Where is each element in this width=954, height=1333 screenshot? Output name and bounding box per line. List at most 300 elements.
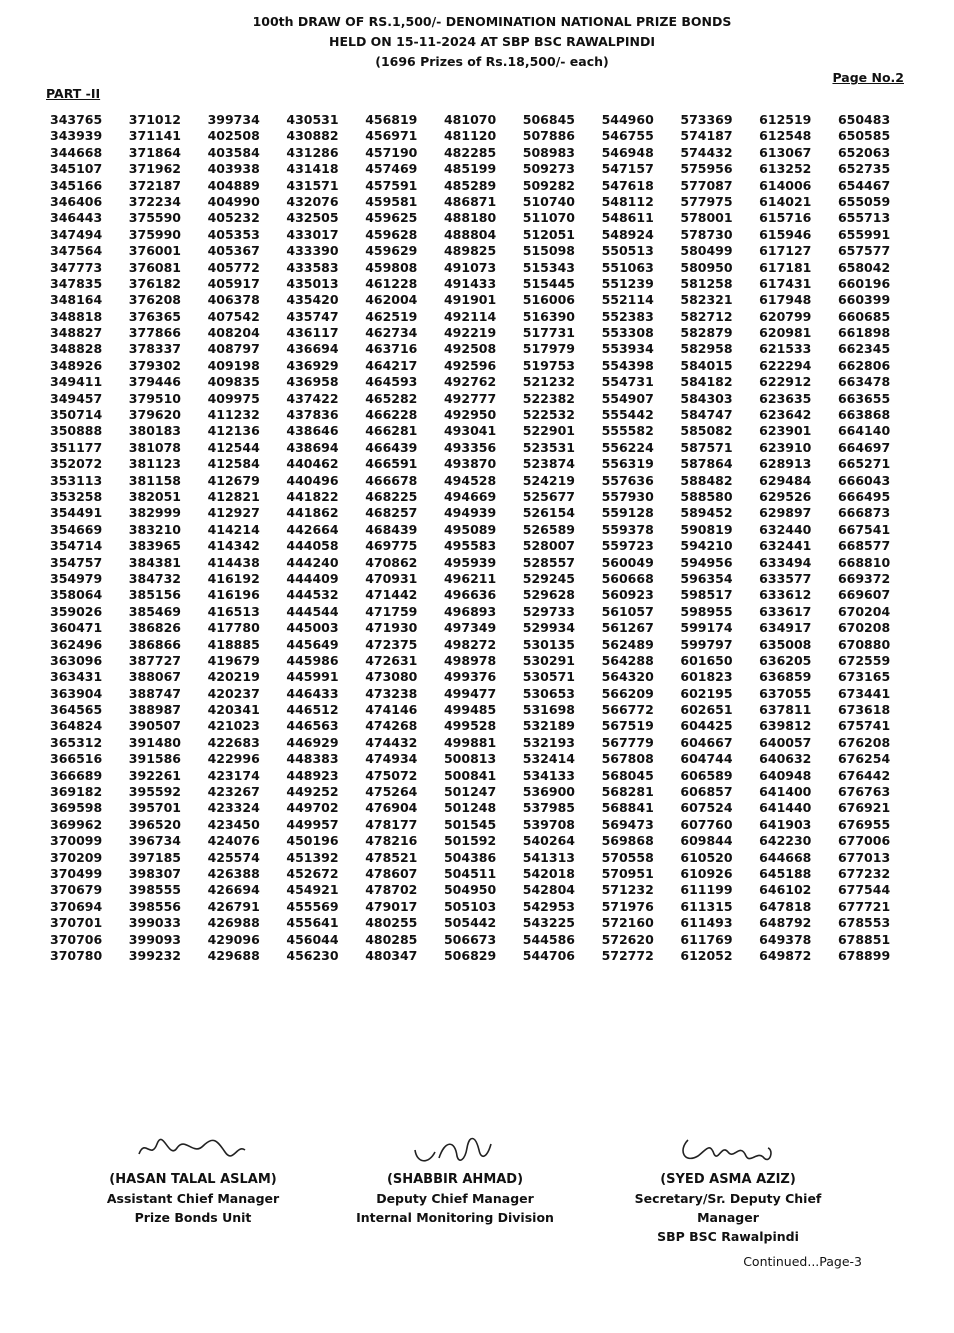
prize-number: 419679 [207,652,260,668]
prize-number: 598517 [680,587,733,603]
prize-number: 408797 [207,341,260,357]
prize-number: 492950 [443,407,497,423]
prize-number: 452672 [286,865,339,881]
prize-number: 501545 [443,816,497,832]
prize-number: 486871 [443,193,497,209]
prize-number: 649872 [759,947,812,963]
prize-number: 594210 [680,538,733,554]
prize-number: 409198 [207,357,260,373]
prize-number: 381078 [128,439,181,455]
prize-number: 498978 [443,652,497,668]
prize-number: 644668 [759,849,812,865]
prize-number: 406378 [207,292,260,308]
prize-number: 425574 [207,849,260,865]
prize-number: 404990 [207,193,260,209]
number-column [680,112,759,964]
prize-number: 472631 [365,652,418,668]
prize-number: 465282 [365,390,418,406]
prize-number: 544586 [522,931,575,947]
prize-number: 529733 [522,603,575,619]
prize-number: 553308 [601,325,654,341]
prize-number: 414214 [207,521,260,537]
prize-number: 515445 [522,275,575,291]
prize-number: 383965 [128,538,181,554]
prize-number: 562489 [601,636,654,652]
prize-number: 375590 [128,210,181,226]
prize-number: 584747 [680,407,733,423]
prize-number: 369962 [50,816,103,832]
prize-number: 676921 [837,800,891,816]
prize-number: 676442 [837,767,891,783]
prize-number: 664697 [837,439,891,455]
prize-number: 542018 [522,865,575,881]
prize-number: 554398 [601,357,654,373]
prize-number: 430882 [286,128,339,144]
prize-number: 474432 [365,734,418,750]
prize-number: 412821 [207,488,260,504]
prize-number: 517979 [522,341,575,357]
prize-number: 370209 [50,849,103,865]
prize-number: 372187 [128,177,181,193]
prize-number: 446563 [286,718,339,734]
prize-number: 421023 [207,718,260,734]
prize-number: 493356 [443,439,497,455]
prize-number: 436958 [286,374,339,390]
prize-number: 345107 [50,161,103,177]
prize-number: 404889 [207,177,260,193]
prize-number: 569868 [601,833,654,849]
prize-number: 445649 [286,636,339,652]
prize-number: 499881 [443,734,497,750]
prize-number: 469775 [365,538,418,554]
prize-number: 369598 [50,800,103,816]
signatory-dept: SBP BSC Rawalpindi [657,1229,799,1244]
prize-number: 663478 [837,374,891,390]
prize-number: 610520 [680,849,733,865]
prize-number: 444409 [286,570,339,586]
prize-number: 604744 [680,751,733,767]
prize-number: 633617 [759,603,812,619]
prize-number: 466228 [365,407,418,423]
prize-number: 515343 [522,259,575,275]
prize-number: 493870 [443,456,497,472]
prize-number: 598955 [680,603,733,619]
prize-number: 492596 [443,357,497,373]
prize-number: 546948 [601,144,654,160]
prize-number: 492762 [443,374,497,390]
prize-number: 383210 [128,521,181,537]
prize-number: 354757 [50,554,103,570]
prize-number: 485289 [443,177,497,193]
prize-number: 523874 [522,456,575,472]
prize-number: 388747 [128,685,181,701]
prize-number: 353113 [50,472,103,488]
prize-number: 568045 [601,767,654,783]
prize-number: 378337 [128,341,181,357]
prize-number: 664140 [837,423,891,439]
prize-number: 588580 [680,488,733,504]
prize-number: 584015 [680,357,733,373]
prize-number: 641440 [759,800,812,816]
prize-number: 529934 [522,620,575,636]
prize-number: 540264 [522,833,575,849]
prize-number: 488180 [443,210,497,226]
prize-number: 395592 [128,784,181,800]
prize-number: 370780 [50,947,103,963]
prize-number: 412584 [207,456,260,472]
prize-number: 476904 [365,800,418,816]
prize-number: 478702 [365,882,418,898]
prize-number: 655991 [837,226,891,242]
prize-number: 665271 [837,456,891,472]
signature-scribble-3 [658,1130,798,1166]
prize-number: 459628 [365,226,418,242]
prize-number: 411232 [207,407,260,423]
prize-number: 633612 [759,587,812,603]
prize-number: 423267 [207,784,260,800]
prize-number: 409835 [207,374,260,390]
prize-number: 632440 [759,521,812,537]
prize-number: 481070 [443,112,497,127]
prize-number: 673618 [837,702,891,718]
prize-number: 431418 [286,161,339,177]
prize-number: 628913 [759,456,812,472]
prize-number: 601650 [680,652,733,668]
prize-number: 594956 [680,554,733,570]
prize-number: 516390 [522,308,575,324]
prize-number: 516006 [522,292,575,308]
prize-number: 347773 [50,259,103,275]
prize-number: 441862 [286,505,339,521]
prize-number: 673441 [837,685,891,701]
prize-number: 547157 [601,161,654,177]
prize-number: 569473 [601,816,654,832]
prize-number: 601823 [680,669,733,685]
prize-number: 523531 [522,439,575,455]
signature-block-3 [608,1130,848,1246]
prize-number: 612052 [680,947,733,963]
prize-number: 634917 [759,620,812,636]
prize-number: 420237 [207,685,260,701]
prize-number: 416513 [207,603,260,619]
prize-number: 495583 [443,538,497,554]
number-column [208,112,287,964]
prize-number: 584303 [680,390,733,406]
prize-number: 522382 [522,390,575,406]
prize-number: 528557 [522,554,575,570]
prize-number: 587571 [680,439,733,455]
prize-number: 492508 [443,341,497,357]
prize-number: 623642 [759,407,812,423]
prize-number: 468225 [365,488,418,504]
prize-number: 388987 [128,702,181,718]
prize-number: 508983 [522,144,575,160]
prize-number: 560049 [601,554,654,570]
prize-number: 678553 [837,915,891,931]
prize-number: 352072 [50,456,103,472]
prize-number: 670204 [837,603,891,619]
prize-number: 446433 [286,685,339,701]
prize-number: 612519 [759,112,812,127]
prize-number: 475264 [365,784,418,800]
prize-number: 609844 [680,833,733,849]
prize-number: 423450 [207,816,260,832]
prize-number: 673165 [837,669,891,685]
prize-number: 662806 [837,357,891,373]
prize-number: 468257 [365,505,418,521]
prize-number: 444532 [286,587,339,603]
prize-number: 507886 [522,128,575,144]
prize-number: 517731 [522,325,575,341]
prize-number: 564320 [601,669,654,685]
prize-number: 509273 [522,161,575,177]
prize-number: 578001 [680,210,733,226]
prize-number: 637811 [759,702,812,718]
prize-number: 491433 [443,275,497,291]
prize-number: 670208 [837,620,891,636]
prize-number: 496211 [443,570,497,586]
prize-number: 391586 [128,751,181,767]
prize-number: 568841 [601,800,654,816]
prize-number: 436117 [286,325,339,341]
prize-number: 392261 [128,767,181,783]
prize-number: 504950 [443,882,497,898]
prize-number: 358064 [50,587,103,603]
prize-number: 560668 [601,570,654,586]
prize-number: 436929 [286,357,339,373]
prize-number: 471930 [365,620,418,636]
prize-number: 474268 [365,718,418,734]
prize-number: 602195 [680,685,733,701]
prize-number: 412544 [207,439,260,455]
prize-number: 350714 [50,407,103,423]
prize-number: 532189 [522,718,575,734]
prize-number: 347835 [50,275,103,291]
draw-title: 100th DRAW OF RS.1,500/- DENOMINATION NATIONAL PRIZE BONDS [252,14,732,29]
prize-number: 589452 [680,505,733,521]
prize-number: 555442 [601,407,654,423]
prize-number: 429688 [207,947,260,963]
prize-number: 396520 [128,816,181,832]
prize-number: 426988 [207,915,260,931]
prize-number: 596354 [680,570,733,586]
prize-number: 473080 [365,669,418,685]
number-column [365,112,444,964]
prize-number: 584182 [680,374,733,390]
signatory-dept: Internal Monitoring Division [356,1210,554,1225]
prize-number: 471759 [365,603,418,619]
prize-number: 617948 [759,292,812,308]
prize-number: 372234 [128,193,181,209]
prize-number: 416196 [207,587,260,603]
prize-number: 661898 [837,325,891,341]
prize-number: 379510 [128,390,181,406]
prize-number: 376001 [128,243,181,259]
prize-number: 571232 [601,882,654,898]
prize-number: 348827 [50,325,103,341]
prize-number: 648792 [759,915,812,931]
prize-number: 385469 [128,603,181,619]
prize-number: 381158 [128,472,181,488]
prize-number: 522532 [522,407,575,423]
prize-number: 567808 [601,751,654,767]
prize-number: 574187 [680,128,733,144]
prize-number: 363904 [50,685,103,701]
prize-number: 412679 [207,472,260,488]
signatory-title: Assistant Chief Manager [106,1191,280,1206]
prize-number: 505103 [443,898,497,914]
prize-number: 654467 [837,177,891,193]
prize-number: 449957 [286,816,339,832]
prize-number: 390507 [128,718,181,734]
prize-number: 567519 [601,718,654,734]
prize-number: 504511 [443,865,497,881]
prize-number: 544960 [601,112,654,127]
prize-number: 387727 [128,652,181,668]
prize-number: 640057 [759,734,812,750]
prize-number: 622912 [759,374,812,390]
prize-number: 437422 [286,390,339,406]
number-column [444,112,523,964]
prize-number: 629897 [759,505,812,521]
prize-number: 371141 [128,128,181,144]
prize-number: 402508 [207,128,260,144]
prize-number: 437836 [286,407,339,423]
prize-number: 560923 [601,587,654,603]
prize-number: 554907 [601,390,654,406]
prize-number: 580499 [680,243,733,259]
prize-number: 585082 [680,423,733,439]
prize-number: 668810 [837,554,891,570]
prize-number: 371012 [128,112,181,127]
prize-number: 564288 [601,652,654,668]
prize-number: 556224 [601,439,654,455]
prize-number: 457469 [365,161,418,177]
prize-number: 667541 [837,521,891,537]
prize-number: 420219 [207,669,260,685]
signatory-title: Deputy Chief Manager [376,1191,534,1206]
number-column [129,112,208,964]
signatory-name: (HASAN TALAL ASLAM) [109,1172,277,1187]
prize-number: 399093 [128,931,181,947]
prize-number: 482285 [443,144,497,160]
prize-number: 572772 [601,947,654,963]
prize-number: 657577 [837,243,891,259]
prize-number: 553934 [601,341,654,357]
signature-block-1 [88,1130,298,1227]
prize-number: 417780 [207,620,260,636]
prize-number: 578730 [680,226,733,242]
prize-number: 509282 [522,177,575,193]
prize-number: 430531 [286,112,339,127]
prize-number: 354979 [50,570,103,586]
number-column [602,112,681,964]
prize-number: 611199 [680,882,733,898]
prize-number: 432076 [286,193,339,209]
prize-number: 450196 [286,833,339,849]
prize-number: 577087 [680,177,733,193]
prize-number: 349457 [50,390,103,406]
prize-number: 366689 [50,767,103,783]
prize-number: 555582 [601,423,654,439]
prize-number: 650483 [837,112,891,127]
prize-number: 532193 [522,734,575,750]
prize-number: 426791 [207,898,260,914]
prize-number: 459625 [365,210,418,226]
prize-number: 647818 [759,898,812,914]
prize-number: 449252 [286,784,339,800]
prize-number: 623901 [759,423,812,439]
prize-number: 548924 [601,226,654,242]
prize-number: 641400 [759,784,812,800]
prize-number: 522901 [522,423,575,439]
prize-number: 541313 [522,849,575,865]
prize-number: 561057 [601,603,654,619]
prize-number: 570951 [601,865,654,881]
prize-number: 582879 [680,325,733,341]
prize-number: 455641 [286,915,339,931]
prize-number: 510740 [522,193,575,209]
prize-number: 438646 [286,423,339,439]
prize-number: 444240 [286,554,339,570]
prize-number: 433583 [286,259,339,275]
prize-number: 399734 [207,112,260,127]
prize-number: 623910 [759,439,812,455]
prize-number: 526589 [522,521,575,537]
prize-number: 501592 [443,833,497,849]
prize-number: 344668 [50,144,103,160]
prize-number: 506829 [443,947,497,963]
prize-number: 546755 [601,128,654,144]
prize-number: 456971 [365,128,418,144]
prize-number: 614006 [759,177,812,193]
prize-number: 479017 [365,898,418,914]
prize-number: 499477 [443,685,497,701]
prize-number: 613067 [759,144,812,160]
prize-number: 500841 [443,767,497,783]
prize-number: 632441 [759,538,812,554]
prize-number: 492777 [443,390,497,406]
prize-number: 459629 [365,243,418,259]
prize-number: 440462 [286,456,339,472]
prize-number: 493041 [443,423,497,439]
prize-number: 480285 [365,931,418,947]
prize-number: 456230 [286,947,339,963]
prize-number: 348818 [50,308,103,324]
prize-number: 542953 [522,898,575,914]
prize-number: 582712 [680,308,733,324]
number-column [50,112,129,964]
prize-number: 399033 [128,915,181,931]
prize-number: 640632 [759,751,812,767]
prize-number: 614021 [759,193,812,209]
prize-number: 530571 [522,669,575,685]
prize-number: 599797 [680,636,733,652]
prize-number: 370499 [50,865,103,881]
prize-number: 587864 [680,456,733,472]
prize-number: 672559 [837,652,891,668]
prize-number: 655059 [837,193,891,209]
prize-number: 403584 [207,144,260,160]
prize-number: 663868 [837,407,891,423]
prize-number: 420341 [207,702,260,718]
prize-number: 568281 [601,784,654,800]
prize-number: 666873 [837,505,891,521]
prize-number: 370679 [50,882,103,898]
prize-number: 426694 [207,882,260,898]
prize-number: 348164 [50,292,103,308]
prize-number: 442664 [286,521,339,537]
